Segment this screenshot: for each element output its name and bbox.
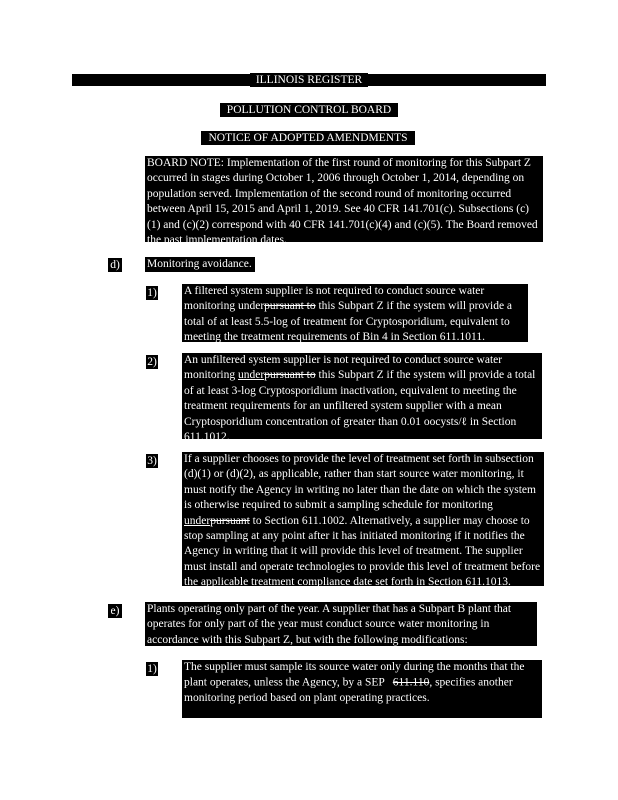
board-note: BOARD NOTE: Implementation of the first round of monitoring for this Subpart Z occurred in stages during October 1, 2006 through October 1, 2014, depending on population served. Implementation of the second round of monitoring occurred between April 15, 2015 and April 1, 2019. See 40 CFR 141.701(c). Subsections (c)(1) and (c)(2) correspond with 40 CFR 141.701(c)(4) and (c)(5). The Board removed the past implementation dates.: [145, 156, 543, 242]
item-d2-under: under: [238, 369, 265, 382]
item-d3-text: [182, 452, 544, 589]
section-d-label: d): [108, 258, 122, 272]
item-d3-under: under: [184, 514, 211, 527]
section-e-label: e): [108, 604, 122, 618]
section-d-title: Monitoring avoidance.: [145, 257, 255, 272]
item-d1-struck: pursuant to: [264, 300, 316, 313]
item-d2-label: 2): [147, 356, 157, 368]
item-d3-pre: If a supplier chooses to provide the level of treatment set forth in subsection (d)(1) or (d)(2), as applicable, rather than start source water monitoring, it must notify the Agency in writing no later than the date on which the system is otherwise required to submit a sampling schedule for monitoring: [184, 453, 536, 512]
item-d2-struck: pursuant to: [264, 369, 316, 382]
item-e1-struck: 611.110: [392, 676, 430, 689]
item-d3-post: to Section 611.1002. Alternatively, a supplier may choose to stop sampling at any point after it has initiated monitoring if it notifies the Agency in writing that it will provide this level of treatment. The supplier must install and operate technologies to provide this level of treatment before the applicable treatment compliance date set forth in Section 611.1013.: [184, 514, 541, 589]
item-d3-struck: pursuant: [210, 514, 250, 527]
item-e1-label: 1): [147, 663, 157, 675]
item-d1-post: this Subpart Z if the system will provide a total of at least 5.5-log of treatment for Cryptosporidium, equivalent to meeting the treatment requirements of Bin 4 in Section 611.1011.: [184, 300, 513, 344]
section-e-text: Plants operating only part of the year. A supplier that has a Subpart B plant that operates for only part of the year must conduct source water monitoring in accordance with this Subpart Z, but with the following modifications:: [145, 602, 537, 646]
item-e1-pre: The supplier must sample its source water only during the months that the plant operates, unless the Agency, by a SEP: [184, 661, 525, 689]
item-d2-text: [182, 353, 542, 444]
board-title: POLLUTION CONTROL BOARD: [220, 103, 398, 117]
item-e1-post: , specifies another monitoring period based on plant operating practices.: [184, 676, 513, 705]
item-e1-text: [182, 660, 542, 718]
item-d2-post: this Subpart Z if the system will provide a total of at least 3-log Cryptosporidium inactivation, equivalent to meeting the treatment requirements for an unfiltered system supplier with a mean Cryptosporidium concentration of greater than 0.01 oocysts/ℓ in Section 611.1012.: [184, 369, 536, 444]
item-d1-text: [182, 284, 528, 342]
item-d1-pre: A filtered system supplier is not required to conduct source water monitoring under: [184, 285, 485, 313]
item-d3-label: 3): [147, 455, 157, 467]
item-d2-pre: An unfiltered system supplier is not required to conduct source water monitoring: [184, 354, 503, 382]
item-d1-label: 1): [147, 287, 157, 299]
notice-title: NOTICE OF ADOPTED AMENDMENTS: [201, 131, 415, 145]
register-title: ILLINOIS REGISTER: [250, 73, 368, 87]
